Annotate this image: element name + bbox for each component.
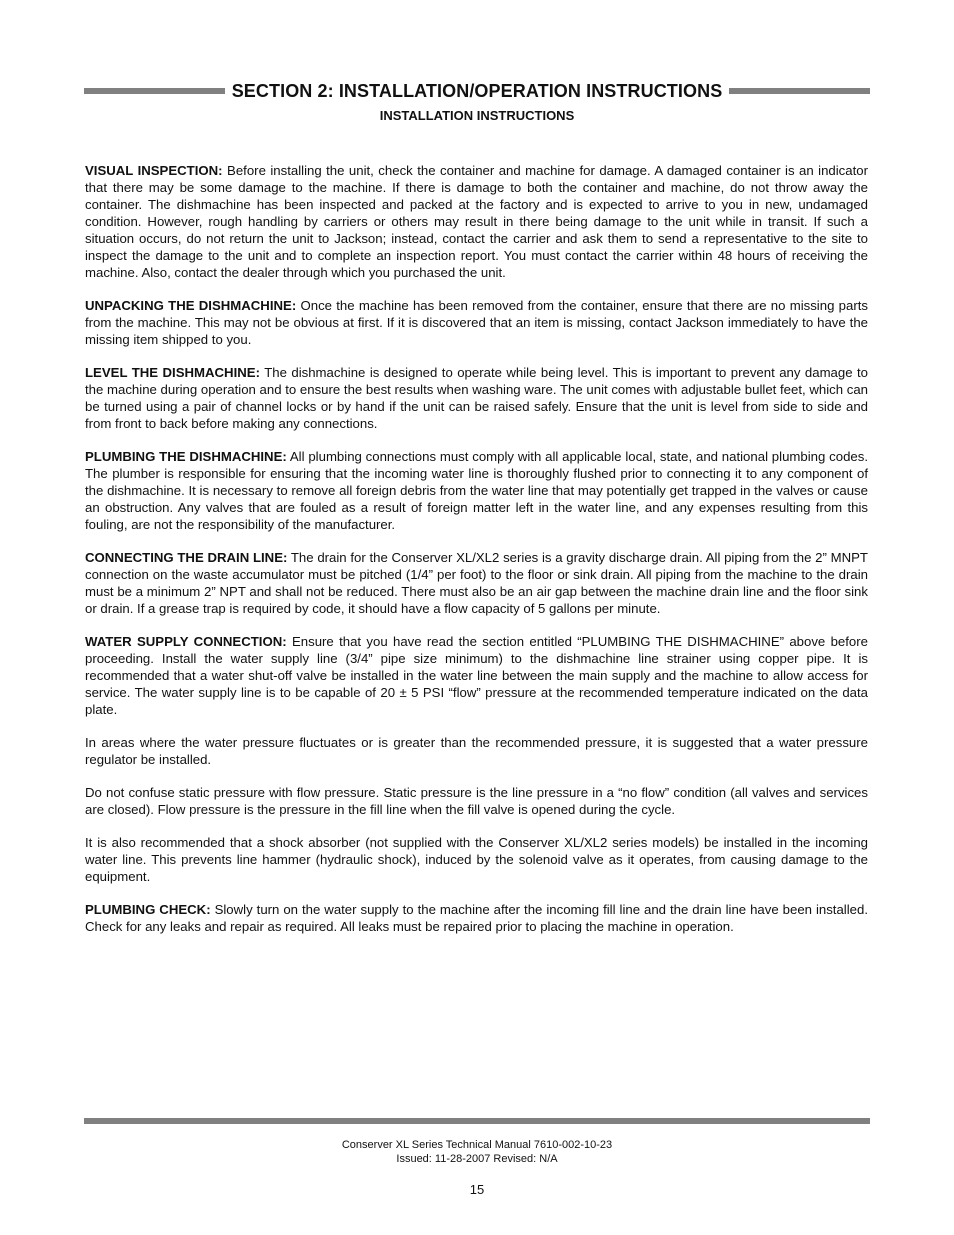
paragraph-text: It is also recommended that a shock absorber (not supplied with the Conserver XL/XL2 series models) be installed in the incoming water line. This prevents line hammer (hydraulic shock), induced by the solenoid valve as it operates, from causing damage to the equipment. <box>85 835 868 884</box>
paragraph-text: In areas where the water pressure fluctuates or is greater than the recommended pressure, it is suggested that a water pressure regulator be installed. <box>85 735 868 767</box>
paragraph-text: Do not confuse static pressure with flow pressure. Static pressure is the line pressure in a “no flow” condition (all valves and services are closed). Flow pressure is the pressure in the fill line when the fill valve is opened during the cycle. <box>85 785 868 817</box>
paragraph-visual-inspection <box>85 162 868 281</box>
paragraph-drain-line <box>85 549 868 617</box>
section-title: SECTION 2: INSTALLATION/OPERATION INSTRUCTIONS <box>231 81 723 101</box>
paragraph-unpacking <box>85 297 868 348</box>
paragraph-text: Once the machine has been removed from the container, ensure that there are no missing parts from the machine. This may not be obvious at first. If it is discovered that an item is missing, contact Jackson immediately to have the missing item shipped to you. <box>85 298 868 347</box>
paragraph-pressure-regulator <box>85 734 868 768</box>
paragraph-text: The drain for the Conserver XL/XL2 series is a gravity discharge drain. All piping from the 2” MNPT connection on the waste accumulator must be pitched (1/4” per foot) to the floor or sink drain. All piping from the machine to the drain must be a minimum 2” NPT and shall not be reduced. There must also be an air gap between the machine drain line and the floor sink or drain. If a grease trap is required by code, it should have a flow capacity of 5 gallons per minute. <box>85 550 868 616</box>
paragraph-lead: CONNECTING THE DRAIN LINE: <box>85 550 288 565</box>
instructions-body <box>85 162 868 951</box>
paragraph-text: Ensure that you have read the section entitled “PLUMBING THE DISHMACHINE” above before proceeding. Install the water supply line (3/4” pipe size minimum) to the dishmachine line strainer using copper pipe. It is recommended that a water shut-off valve be installed in the water line between the main supply and the machine to allow access for service. The water supply line is to be capable of 20 ± 5 PSI “flow” pressure at the recommended temperature indicated on the data plate. <box>85 634 868 717</box>
paragraph-plumbing <box>85 448 868 533</box>
section-subtitle: INSTALLATION INSTRUCTIONS <box>379 108 575 123</box>
paragraph-lead: LEVEL THE DISHMACHINE: <box>85 365 260 380</box>
paragraph-plumbing-check <box>85 901 868 935</box>
paragraph-static-pressure <box>85 784 868 818</box>
footer-issue-info: Issued: 11-28-2007 Revised: N/A <box>396 1153 558 1165</box>
paragraph-level <box>85 364 868 432</box>
paragraph-shock-absorber <box>85 834 868 885</box>
header-rule-right <box>729 88 870 94</box>
footer-manual-title: Conserver XL Series Technical Manual 7610-002-10-23 <box>341 1139 613 1151</box>
paragraph-lead: PLUMBING THE DISHMACHINE: <box>85 449 287 464</box>
paragraph-text: All plumbing connections must comply with all applicable local, state, and national plumbing codes. The plumber is responsible for ensuring that the incoming water line is thoroughly flushed prior to connecting it to any component of the dishmachine. It is necessary to remove all foreign debris from the water line that may potentially get trapped in the valves or cause an obstruction. Any valves that are fouled as a result of foreign matter left in the water line, and any expenses resulting from this fouling, are not the responsibility of the manufacturer. <box>85 449 868 532</box>
footer-rule <box>84 1118 870 1124</box>
section-header <box>84 80 870 102</box>
page-number: 15 <box>469 1182 485 1197</box>
paragraph-text: Slowly turn on the water supply to the machine after the incoming fill line and the drain line have been installed. Check for any leaks and repair as required. All leaks must be repaired prior to placing the machine in operation. <box>85 902 869 934</box>
paragraph-lead: VISUAL INSPECTION: <box>85 163 223 178</box>
paragraph-text: Before installing the unit, check the container and machine for damage. A damaged container is an indicator that there may be some damage to the machine. If there is damage to both the container and machine, do not throw away the container. The dishmachine has been inspected and packed at the factory and is expected to arrive to you in new, undamaged condition. However, rough handling by carriers or others may result in there being damage to the unit while in transit. If such a situation occurs, do not return the unit to Jackson; instead, contact the carrier and ask them to send a representative to the site to inspect the damage to the unit and to complete an inspection report. You must contact the carrier within 48 hours of receiving the machine. Also, contact the dealer through which you purchased the unit. <box>85 163 869 280</box>
paragraph-lead: UNPACKING THE DISHMACHINE: <box>85 298 297 313</box>
paragraph-water-supply <box>85 633 868 718</box>
header-rule-left <box>84 88 225 94</box>
paragraph-lead: WATER SUPPLY CONNECTION: <box>85 634 287 649</box>
paragraph-lead: PLUMBING CHECK: <box>85 902 211 917</box>
paragraph-text: The dishmachine is designed to operate while being level. This is important to prevent any damage to the machine during operation and to ensure the best results when washing ware. The unit comes with adjustable bullet feet, which can be turned using a pair of channel locks or by hand if the unit can be raised safely. Ensure that the unit is level from side to side and from front to back before making any connections. <box>85 365 868 431</box>
